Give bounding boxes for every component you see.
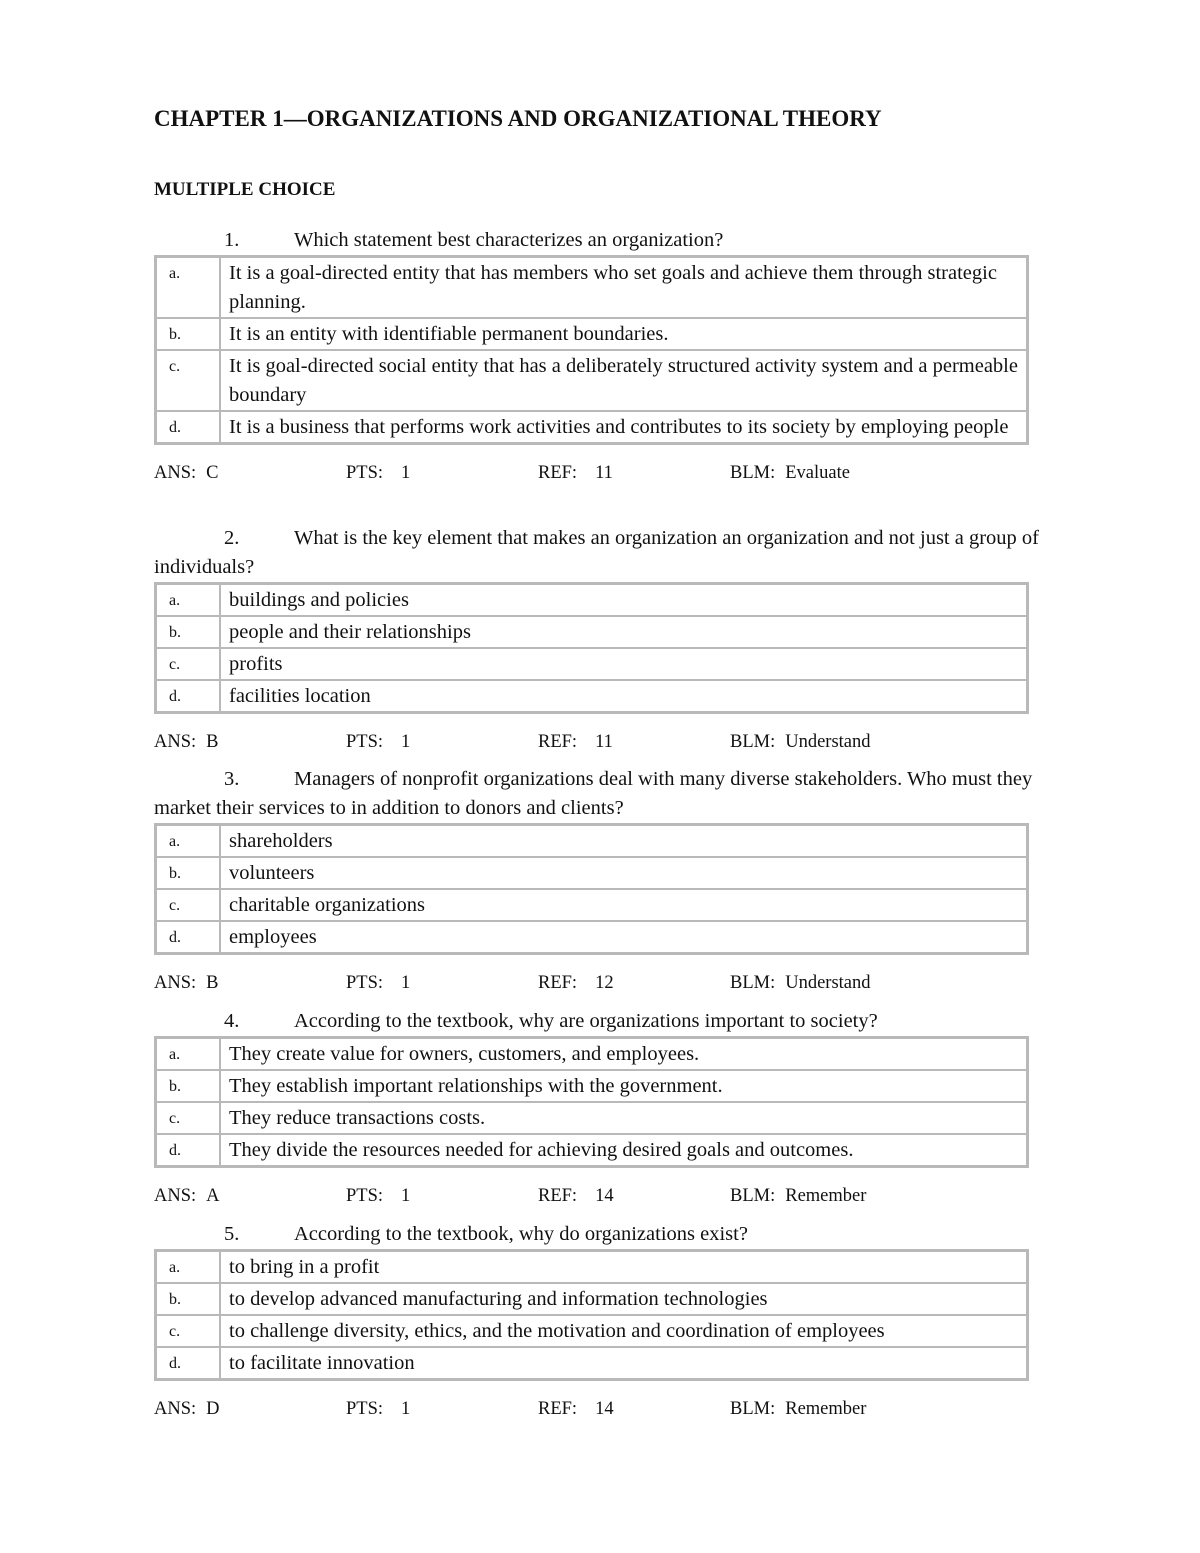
option-letter: b. (156, 1070, 220, 1102)
question-text (154, 226, 1054, 255)
pts-label: PTS: (346, 1186, 384, 1206)
options-table (154, 1036, 1029, 1168)
question-block (154, 1007, 1054, 1212)
question-stem: According to the textbook, why do organizations exist? (294, 1223, 748, 1245)
option-text: to facilitate innovation (220, 1347, 1027, 1379)
blm-value: Remember (785, 1399, 867, 1419)
blm-value: Understand (785, 973, 871, 993)
options-table (154, 823, 1029, 955)
section-heading: MULTIPLE CHOICE (154, 179, 336, 200)
option-text: It is a business that performs work activities and contributes to its society by employing people (220, 411, 1027, 443)
pts-value: 1 (401, 463, 411, 483)
option-text: to bring in a profit (220, 1251, 1027, 1283)
option-row (156, 1038, 1027, 1070)
option-letter: b. (156, 318, 220, 350)
option-text: It is a goal-directed entity that has members who set goals and achieve them through strategic planning. (220, 257, 1027, 318)
option-text: They create value for owners, customers, and employees. (220, 1038, 1027, 1070)
option-row (156, 921, 1027, 953)
option-row (156, 825, 1027, 857)
option-text: facilities location (220, 680, 1027, 712)
pts-value: 1 (401, 1186, 411, 1206)
answer-meta (154, 459, 1054, 489)
option-letter: b. (156, 857, 220, 889)
question-block (154, 1220, 1054, 1425)
option-row (156, 350, 1027, 411)
blm-value: Evaluate (785, 463, 850, 483)
answer-meta (154, 1182, 1054, 1212)
chapter-title: CHAPTER 1—ORGANIZATIONS AND ORGANIZATIONAL THEORY (154, 106, 882, 131)
ref-value: 12 (595, 973, 614, 993)
pts-label: PTS: (346, 732, 384, 752)
ref-label: REF: (538, 1399, 578, 1419)
ref-value: 11 (595, 463, 613, 483)
blm-label: BLM: (730, 1399, 776, 1419)
ans-value: A (206, 1186, 220, 1206)
option-text: They reduce transactions costs. (220, 1102, 1027, 1134)
option-row (156, 1070, 1027, 1102)
ans-value: B (206, 973, 219, 993)
option-row (156, 889, 1027, 921)
option-text: shareholders (220, 825, 1027, 857)
option-text: employees (220, 921, 1027, 953)
option-letter: d. (156, 921, 220, 953)
option-text: people and their relationships (220, 616, 1027, 648)
ans-label: ANS: (154, 973, 197, 993)
option-letter: c. (156, 1102, 220, 1134)
option-row (156, 584, 1027, 616)
question-block (154, 524, 1054, 758)
ans-label: ANS: (154, 1399, 197, 1419)
option-row (156, 680, 1027, 712)
answer-meta (154, 728, 1054, 758)
question-number: 3. (224, 768, 240, 790)
question-number: 1. (224, 229, 240, 251)
option-text: It is goal-directed social entity that has a deliberately structured activity system and a permeable boundary (220, 350, 1027, 411)
pts-value: 1 (401, 1399, 411, 1419)
option-row (156, 318, 1027, 350)
pts-value: 1 (401, 732, 411, 752)
option-text: buildings and policies (220, 584, 1027, 616)
option-row (156, 648, 1027, 680)
question-number: 2. (224, 527, 240, 549)
option-letter: c. (156, 1315, 220, 1347)
option-row (156, 1315, 1027, 1347)
options-table (154, 582, 1029, 714)
blm-label: BLM: (730, 1186, 776, 1206)
ans-value: D (206, 1399, 220, 1419)
pts-label: PTS: (346, 1399, 384, 1419)
option-row (156, 411, 1027, 443)
ref-label: REF: (538, 732, 578, 752)
option-letter: d. (156, 1347, 220, 1379)
option-row (156, 257, 1027, 318)
option-row (156, 1283, 1027, 1315)
option-row (156, 857, 1027, 889)
question-text (154, 1220, 1054, 1249)
ref-value: 14 (595, 1399, 614, 1419)
option-text: charitable organizations (220, 889, 1027, 921)
pts-label: PTS: (346, 973, 384, 993)
question-text (154, 765, 1054, 823)
option-letter: d. (156, 411, 220, 443)
answer-meta (154, 969, 1054, 999)
option-row (156, 1251, 1027, 1283)
blm-label: BLM: (730, 732, 776, 752)
option-row (156, 1102, 1027, 1134)
option-letter: a. (156, 257, 220, 318)
option-text: volunteers (220, 857, 1027, 889)
ans-label: ANS: (154, 463, 197, 483)
option-text: profits (220, 648, 1027, 680)
option-letter: a. (156, 584, 220, 616)
question-number: 4. (224, 1010, 240, 1032)
pts-value: 1 (401, 973, 411, 993)
option-letter: c. (156, 648, 220, 680)
option-letter: a. (156, 1251, 220, 1283)
option-letter: a. (156, 1038, 220, 1070)
ans-label: ANS: (154, 732, 197, 752)
option-letter: a. (156, 825, 220, 857)
question-number: 5. (224, 1223, 240, 1245)
option-row (156, 1347, 1027, 1379)
option-row (156, 616, 1027, 648)
option-text: They divide the resources needed for achieving desired goals and outcomes. (220, 1134, 1027, 1166)
options-table (154, 255, 1029, 445)
question-text (154, 1007, 1054, 1036)
ref-label: REF: (538, 1186, 578, 1206)
option-text: They establish important relationships with the government. (220, 1070, 1027, 1102)
ans-label: ANS: (154, 1186, 197, 1206)
option-text: to develop advanced manufacturing and information technologies (220, 1283, 1027, 1315)
options-table (154, 1249, 1029, 1381)
option-letter: c. (156, 350, 220, 411)
ans-value: C (206, 463, 219, 483)
blm-label: BLM: (730, 463, 776, 483)
ref-value: 14 (595, 1186, 614, 1206)
blm-label: BLM: (730, 973, 776, 993)
option-letter: d. (156, 680, 220, 712)
option-row (156, 1134, 1027, 1166)
ref-value: 11 (595, 732, 613, 752)
ans-value: B (206, 732, 219, 752)
option-text: It is an entity with identifiable permanent boundaries. (220, 318, 1027, 350)
pts-label: PTS: (346, 463, 384, 483)
question-stem: According to the textbook, why are organizations important to society? (294, 1010, 878, 1032)
ref-label: REF: (538, 973, 578, 993)
question-stem: What is the key element that makes an organization an organization and not just a group of individuals? (154, 527, 1039, 578)
blm-value: Remember (785, 1186, 867, 1206)
question-block (154, 226, 1054, 489)
question-block (154, 765, 1054, 999)
answer-meta (154, 1395, 1054, 1425)
blm-value: Understand (785, 732, 871, 752)
option-letter: c. (156, 889, 220, 921)
option-text: to challenge diversity, ethics, and the motivation and coordination of employees (220, 1315, 1027, 1347)
question-stem: Managers of nonprofit organizations deal with many diverse stakeholders. Who must they market their services to in addition to donors and clients? (154, 768, 1033, 819)
option-letter: b. (156, 1283, 220, 1315)
option-letter: d. (156, 1134, 220, 1166)
option-letter: b. (156, 616, 220, 648)
question-text (154, 524, 1054, 582)
question-stem: Which statement best characterizes an organization? (294, 229, 724, 251)
ref-label: REF: (538, 463, 578, 483)
